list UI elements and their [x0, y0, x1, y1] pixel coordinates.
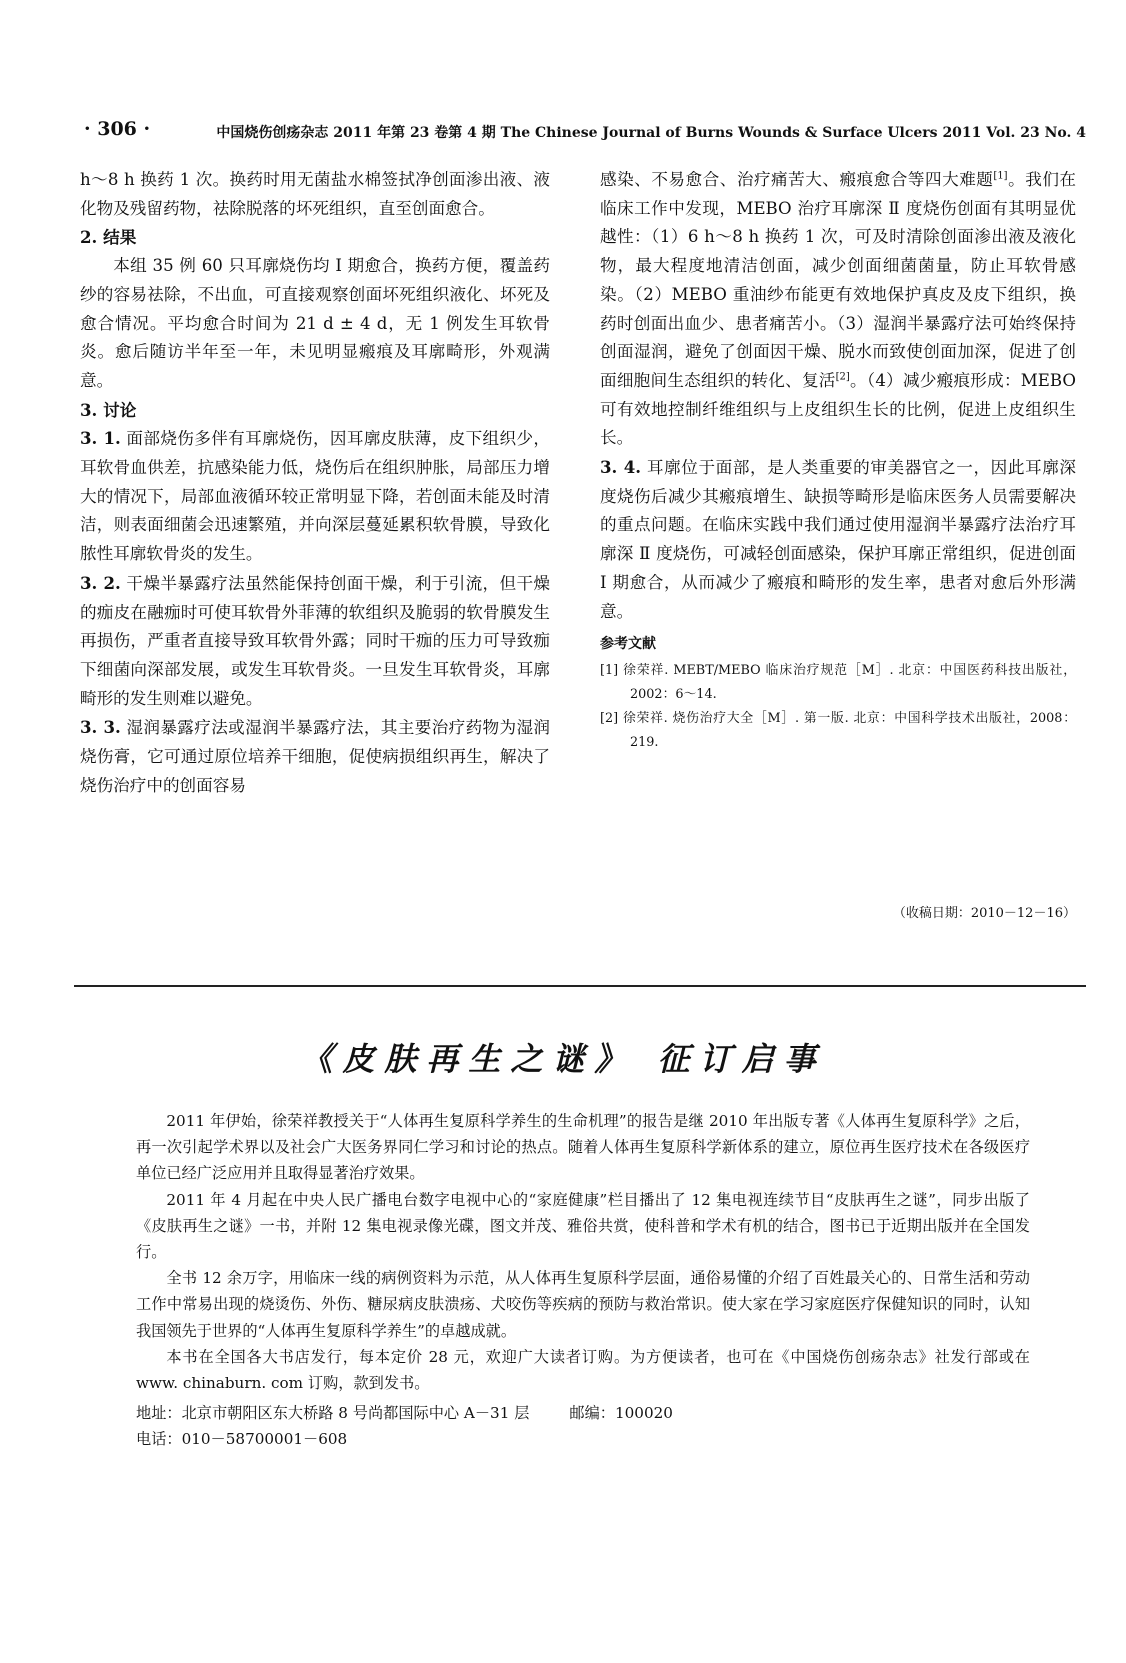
discussion-text-b: 。我们在临床工作中发现，MEBO 治疗耳廓深 Ⅱ 度烧伤创面有其明显优越性：（1）6 h～8 h 换药 1 次，可及时清除创面渗出液及液化物，最大程度地清洁创面，减少创面细菌菌量，防止耳软骨感染。（2）MEBO 重油纱布能更有效地保护真皮及皮下组织，换药时创面出血少、患者痛苦小。（3）湿润半暴露疗法可始终保持创面湿润，避免了创面因干燥、脱水而致使创面加深，促进了创面细胞间生态组织的转化、复活 [600, 170, 1077, 390]
section-3-2-text: 干燥半暴露疗法虽然能保持创面干燥，利于引流，但干燥的痂皮在融痂时可使耳软骨外菲薄的软组织及脆弱的软骨膜发生再损伤，严重者直接导致耳软骨外露；同时干痂的压力可导致痂下细菌向深部发展，或发生耳软骨炎。一旦发生耳软骨炎，耳廓畸形的发生则难以避免。 [80, 573, 550, 708]
section-3-3-text: 湿润暴露疗法或湿润半暴露疗法，其主要治疗药物为湿润烧伤膏，它可通过原位培养干细胞，促使病损组织再生，解决了烧伤治疗中的创面容易 [80, 718, 550, 795]
section-3-1 [80, 424, 550, 569]
section-3-3 [80, 713, 550, 800]
page-header [74, 118, 1086, 150]
section-3-1-text: 面部烧伤多伴有耳廓烧伤，因耳廓皮肤薄，皮下组织少，耳软骨血供差，抗感染能力低，烧伤后在组织肿胀，局部压力增大的情况下，局部血液循环较正常明显下降，若创面未能及时清洁，则表面细菌会迅速繁殖，并向深层蔓延累积软骨膜，导致化脓性耳廓软骨炎的发生。 [80, 429, 550, 564]
right-column [600, 166, 1076, 755]
notice-paragraph-3: 全书 12 余万字，用临床一线的病例资料为示范，从人体再生复原科学层面，通俗易懂的介绍了百姓最关心的、日常生活和劳动工作中常易出现的烧烫伤、外伤、糖尿病皮肤溃疡、犬咬伤等疾病的预防与救治常识。使大家在学习家庭医疗保健知识的同时，认知我国领先于世界的“人体再生复原科学养生”的卓越成就。 [136, 1269, 1030, 1340]
notice-paragraph-1: 2011 年伊始，徐荣祥教授关于“人体再生复原科学养生的生命机理”的报告是继 2010 年出版专著《人体再生复原科学》之后，再一次引起学术界以及社会广大医务界同仁学习和讨论的热点。随着人体再生复原科学新体系的建立，原位再生医疗技术在各级医疗单位已经广泛应用并且取得显著治疗效果。 [136, 1112, 1030, 1183]
section-3-3-label: 3. 3. [80, 717, 121, 738]
section-3-4-label: 3. 4. [600, 457, 642, 478]
section-divider [74, 985, 1086, 987]
reference-1: [1] 徐荣祥. MEBT/MEBO 临床治疗规范［M］. 北京：中国医药科技出版社，2002：6～14. [600, 662, 1076, 702]
notice-paragraph-4: 本书在全国各大书店发行，每本定价 28 元，欢迎广大读者订购。为方便读者，也可在《中国烧伤创疡杂志》社发行部或在 www. chinaburn. com 订购，款到发书。 [136, 1347, 1030, 1393]
running-title: 中国烧伤创疡杂志 2011 年第 23 卷第 4 期 The Chinese Journal of Burns Wounds & Surface Ulcers 2011 Vol. 23 No. 4 [216, 125, 1086, 141]
notice-title: 《皮肤再生之谜》 征订启事 [300, 1040, 826, 1078]
notice-address: 地址：北京市朝阳区东大桥路 8 号尚都国际中心 A－31 层 [136, 1404, 530, 1423]
discussion-text-c: 。（4）减少瘢痕形成：MEBO 可有效地控制纤维组织与上皮组织生长的比例，促进上皮组织生长。 [600, 370, 1077, 448]
references-title: 参考文献 [600, 636, 656, 653]
paragraph-discussion-continued [600, 166, 1076, 453]
received-date: （收稿日期：2010－12－16） [892, 906, 1076, 921]
notice-body [136, 1108, 1030, 1453]
section-3-2-label: 3. 2. [80, 572, 121, 593]
notice-address-line [136, 1400, 1030, 1426]
paragraph-methods-end: h～8 h 换药 1 次。换药时用无菌盐水棉签拭净创面渗出液、液化物及残留药物，祛除脱落的坏死组织，直至创面愈合。 [80, 170, 550, 218]
notice-phone: 电话：010－58700001－608 [136, 1430, 348, 1449]
reference-2: [2] 徐荣祥. 烧伤治疗大全［M］. 第一版. 北京：中国科学技术出版社，2008：219. [600, 710, 1076, 750]
left-column [80, 166, 550, 800]
notice-postcode: 邮编：100020 [569, 1404, 673, 1423]
citation-1: [1] [993, 170, 1008, 182]
notice-paragraph-2: 2011 年 4 月起在中央人民广播电台数字电视中心的“家庭健康”栏目播出了 12 集电视连续节目“皮肤再生之谜”，同步出版了《皮肤再生之谜》一书，并附 12 集电视录像光碟，图文并茂、雅俗共赏，使科普和学术有机的结合，图书已于近期出版并在全国发行。 [136, 1190, 1030, 1262]
discussion-text-a: 感染、不易愈合、治疗痛苦大、瘢痕愈合等四大难题 [600, 170, 994, 189]
heading-results: 2. 结果 [80, 227, 137, 248]
page-number: · 306 · [84, 118, 151, 140]
section-3-1-label: 3. 1. [80, 428, 121, 449]
section-3-4 [600, 453, 1076, 626]
section-3-2 [80, 569, 550, 714]
paragraph-results: 本组 35 例 60 只耳廓烧伤均 I 期愈合，换药方便，覆盖药纱的容易祛除，不出血，可直接观察创面坏死组织液化、坏死及愈合情况。平均愈合时间为 21 d ± 4 d，无 1 例发生耳软骨炎。愈后随访半年至一年，未见明显瘢痕及耳廓畸形，外观满意。 [80, 256, 550, 390]
citation-2: [2] [835, 371, 850, 383]
section-3-4-text: 耳廓位于面部，是人类重要的审美器官之一，因此耳廓深度烧伤后减少其瘢痕增生、缺损等畸形是临床医务人员需要解决的重点问题。在临床实践中我们通过使用湿润半暴露疗法治疗耳廓深 Ⅱ 度烧伤，可减轻创面感染，保护耳廓正常组织，促进创面 I 期愈合，从而减少了瘢痕和畸形的发生率，患者对愈后外形满意。 [600, 458, 1076, 621]
heading-discussion: 3. 讨论 [80, 399, 137, 420]
